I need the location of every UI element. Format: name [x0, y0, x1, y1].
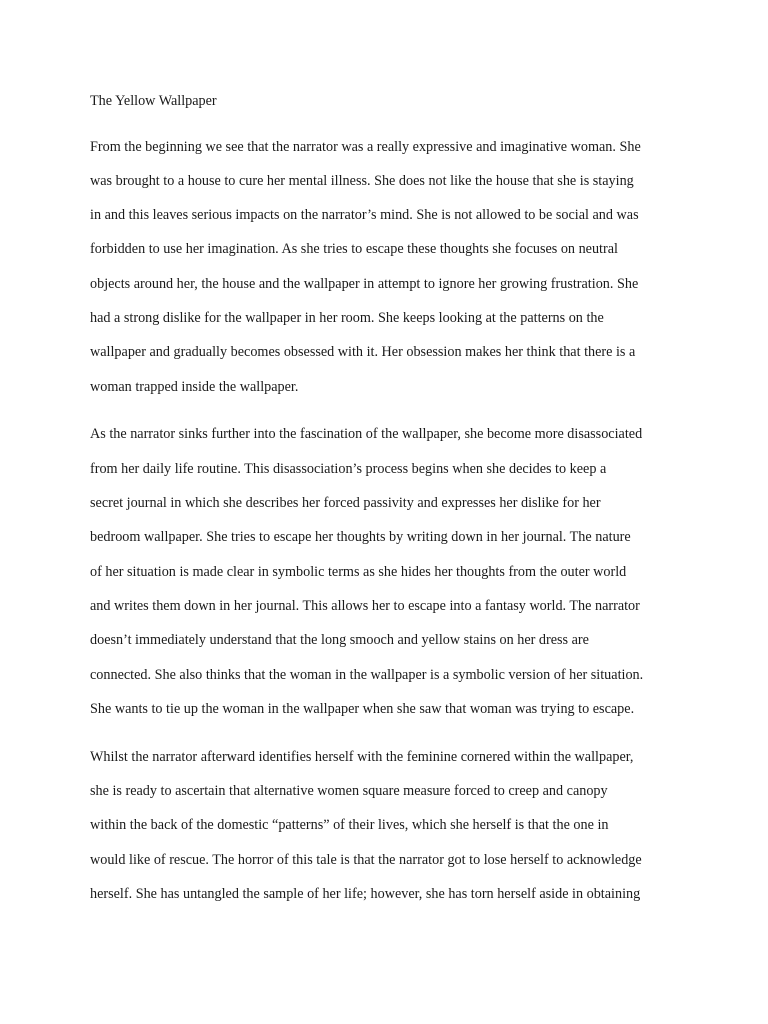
paragraph-2-line: from her daily life routine. This disassociation’s process begins when she decides to keep a — [90, 461, 607, 477]
paragraph-3-line: Whilst the narrator afterward identifies herself with the feminine cornered within the wallpaper, — [90, 749, 634, 765]
paragraph-1-line: wallpaper and gradually becomes obsessed with it. Her obsession makes her think that there is a — [90, 344, 636, 360]
paragraph-1-line: objects around her, the house and the wallpaper in attempt to ignore her growing frustration. She — [90, 276, 639, 292]
paragraph-2-line: doesn’t immediately understand that the long smooch and yellow stains on her dress are — [90, 632, 589, 648]
paragraph-2-line: secret journal in which she describes her forced passivity and expresses her dislike for her — [90, 495, 601, 511]
paragraph-2-line: of her situation is made clear in symbolic terms as she hides her thoughts from the outer world — [90, 564, 627, 580]
document-title: The Yellow Wallpaper — [90, 93, 217, 109]
paragraph-3-line: would like of rescue. The horror of this tale is that the narrator got to lose herself to acknowledge — [90, 852, 642, 868]
paragraph-1-line: was brought to a house to cure her mental illness. She does not like the house that she is staying — [90, 173, 634, 189]
paragraph-1-line: woman trapped inside the wallpaper. — [90, 379, 299, 395]
paragraph-2-line: connected. She also thinks that the woman in the wallpaper is a symbolic version of her situation. — [90, 667, 644, 683]
paragraph-1-line: From the beginning we see that the narrator was a really expressive and imaginative woman. She — [90, 139, 641, 155]
paragraph-3-line: herself. She has untangled the sample of her life; however, she has torn herself aside in obtaining — [90, 886, 641, 902]
paragraph-1-line: in and this leaves serious impacts on the narrator’s mind. She is not allowed to be social and was — [90, 207, 639, 223]
paragraph-2-line: She wants to tie up the woman in the wallpaper when she saw that woman was trying to escape. — [90, 701, 635, 717]
paragraph-1-line: had a strong dislike for the wallpaper in her room. She keeps looking at the patterns on the — [90, 310, 604, 326]
paragraph-3-line: she is ready to ascertain that alternative women square measure forced to creep and canopy — [90, 783, 608, 799]
paragraph-3-line: within the back of the domestic “patterns” of their lives, which she herself is that the one in — [90, 817, 609, 833]
paragraph-2-line: bedroom wallpaper. She tries to escape her thoughts by writing down in her journal. The nature — [90, 529, 631, 545]
paragraph-2-line: As the narrator sinks further into the fascination of the wallpaper, she become more disassociated — [90, 426, 643, 442]
paragraph-2-line: and writes them down in her journal. This allows her to escape into a fantasy world. The narrator — [90, 598, 640, 614]
paragraph-1-line: forbidden to use her imagination. As she tries to escape these thoughts she focuses on neutral — [90, 241, 618, 257]
